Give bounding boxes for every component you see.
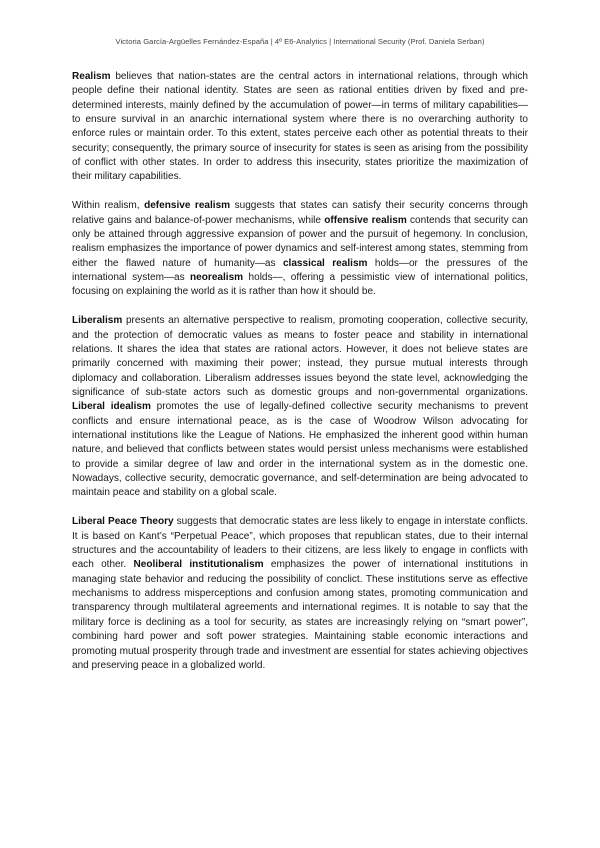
paragraph-text: contends that security can only be attained through aggressive expansion of power and the pursuit of hegemony. In conclusion, realism emphasizes the importance of power dynamics and self-interest among states, stemming from either the flawed nature of humanity—as	[72, 214, 529, 269]
paragraph-text: suggests that states can satisfy their security concerns through relative gains and balance-of-power mechanisms, while	[72, 200, 528, 226]
paragraph-realism	[72, 70, 528, 185]
paragraph-realism-variants	[72, 199, 528, 299]
paragraph-text: emphasizes the power of international institutions in managing state behavior and reducing the possibility of conclict. These institutions serve as effective mechanisms to address misperceptions and confusion among states, promoting communication and transparency through multilateral agreements and international regimes. It is notable to say that the military force is declining as a tool for security, as states are increasingly relying on “smart power”, combining hard power and soft power strategies. Maintaining stable economic interactions and promoting mutual prosperity through trade and investment are essential for states achieving objectives and preserving peace in a globalized world.	[72, 559, 528, 671]
term-realism: Realism	[72, 71, 111, 82]
paragraph-text: Within realism,	[72, 200, 145, 212]
term-liberal-idealism: Liberal idealism	[72, 401, 151, 413]
term-defensive-realism: defensive realism	[144, 200, 231, 212]
paragraph-liberalism	[72, 314, 528, 500]
paragraph-text: holds—, offering a pessimistic view of international politics, focusing on explaining the world as it is rather than how it should be.	[72, 272, 528, 298]
paragraph-text: believes that nation-states are the central actors in international relations, through which people define their national identity. States are seen as rational entities driven by fixed and pre-determined interests, mainly defined by the accumulation of power—in terms of military capabilities—to ensure survival in an anarchic international system where there is no overarching authority to enforce rules or maintain order. To this extent, states perceive each other as potential threats to their security; consequently, the primary source of insecurity for states is seen as arising from the possibility of conflict with other states. In order to address this insecurity, states prioritize the maximization of their military capabilities.	[72, 71, 528, 183]
term-neoliberal-institutionalism: Neoliberal institutionalism	[133, 559, 264, 571]
term-classical-realism: classical realism	[282, 257, 368, 269]
paragraph-text: suggests that democratic states are less likely to engage in interstate conflicts. It is based on Kant’s “Perpetual Peace”, which proposes that republican states, due to their internal structures and the accountability of leaders to their citizens, are less likely to engage in conflicts with each other.	[72, 516, 529, 571]
term-neorealism: neorealism	[190, 272, 244, 284]
body-text	[72, 70, 528, 688]
paragraph-text: holds—or the pressures of the international system—as	[72, 257, 528, 284]
paragraph-text: presents an alternative perspective to realism, promoting cooperation, collective security, and the protection of democratic values as means to foster peace and stability in international relations. It shares the idea that states are rational actors. However, it does not believe states are primarily concerned with maximing their power; instead, they pursue mutual interests through diplomacy and collaboration. Liberalism addresses issues beyond the state level, acknowledging the significance of sub-state actors such as domestic groups and non-governmental organizations.	[72, 315, 528, 399]
paragraph-text: promotes the use of legally-defined collective security mechanisms to prevent conflicts and ensure international peace, as is the case of Woodrow Wilson advocating for international institutions like the League of Nations. He emphasized the inherent good within human nature, and believed that conflicts between states would persist unless mechanisms were established to provide a similar degree of law and order in the international system as in the domestic one. Nowadays, collective security, democratic governance, and self-determination are being advocated to maintain peace and stability on a global scale.	[72, 401, 528, 499]
term-liberalism: Liberalism	[72, 315, 123, 327]
paragraph-liberal-peace	[72, 515, 528, 673]
term-liberal-peace-theory: Liberal Peace Theory	[72, 516, 174, 528]
term-offensive-realism: offensive realism	[324, 214, 407, 226]
page-header: Victoria García-Argüelles Fernández-España | 4º E6-Analytics | International Security (Prof. Daniela Serban)	[115, 37, 485, 46]
